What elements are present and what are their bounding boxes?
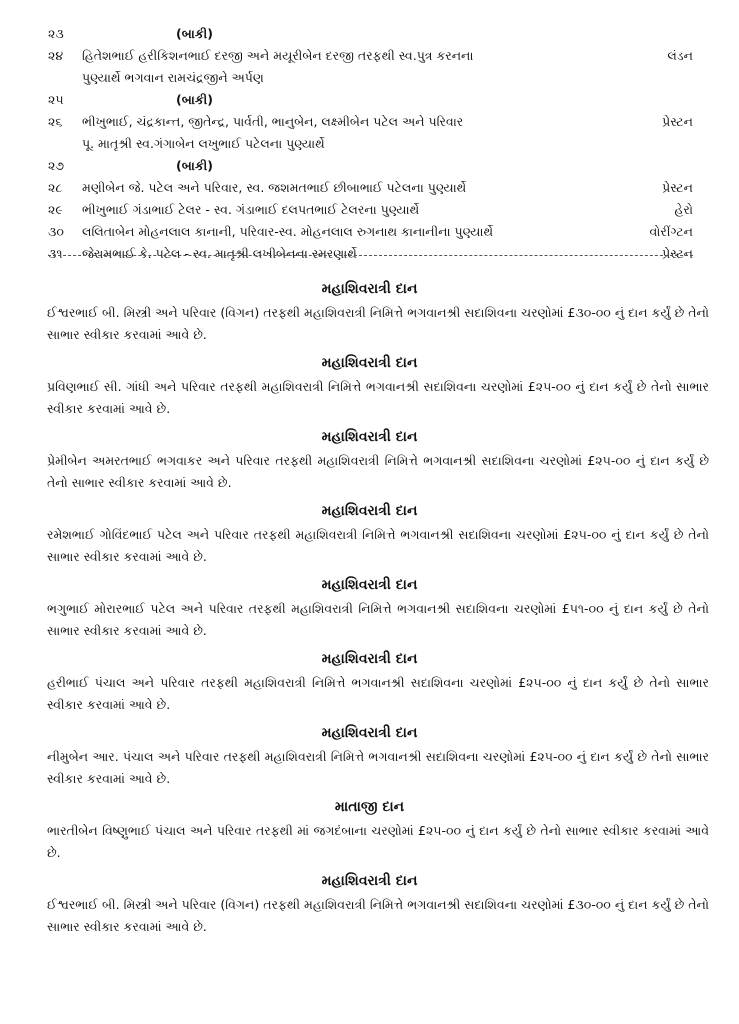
list-row-continuation [48, 133, 693, 155]
list-row [48, 177, 693, 199]
donation-title: મહાશિવરાત્રી દાન [321, 651, 418, 667]
row-number: ૨૩ [48, 26, 64, 41]
row-text: ભીખુભાઈ, ચંદ્રકાન્ત, જીતેન્દ્ર, પાર્વતી, ભાનુબેન, લક્ષ્મીબેન પટેલ અને પરિવાર [82, 114, 464, 129]
donation-title: મહાશિવરાત્રી દાન [321, 725, 418, 741]
row-location: પ્રેસ્ટન [662, 114, 693, 129]
row-number: ૨૪ [48, 48, 64, 63]
row-text: પુણ્યાર્થે ભગવાન રામચંદ્રજીને અર્પણ [82, 70, 264, 85]
donation-title: મહાશિવરાત્રી દાન [321, 577, 418, 593]
donation-title: મહાશિવરાત્રી દાન [321, 429, 418, 445]
donation-text: ભગુભાઈ મોરારભાઈ પટેલ અને પરિવાર તરફથી મહાશિવરાત્રી નિમિત્તે ભગવાનશ્રી સદાશિવના ચરણોમાં £૫૧-૦૦ નું દાન કર્યું છે તેનો સાભાર સ્વીકાર કરવામાં આવે છે. [47, 601, 709, 638]
row-location: હેરો [674, 202, 693, 217]
row-location: વોરીંગ્ટન [649, 224, 693, 239]
list-row [48, 155, 693, 177]
donation-title: મહાશિવરાત્રી દાન [321, 281, 418, 297]
donation-text: પ્રવિણભાઈ સી. ગાંધી અને પરિવાર તરફથી મહાશિવરાત્રી નિમિત્તે ભગવાનશ્રી સદાશિવના ચરણોમાં £૨૫-૦૦ નું દાન કર્યું છે તેનો સાભાર સ્વીકાર કરવામાં આવે છે. [47, 379, 709, 416]
row-number: ૨૯ [48, 202, 63, 217]
donor-list [48, 23, 693, 265]
list-row [48, 221, 693, 243]
list-row [48, 199, 693, 221]
row-number: ૨૬ [48, 114, 63, 129]
row-heading: (બાકી) [176, 158, 213, 173]
donation-block [0, 720, 739, 794]
row-location: લંડન [667, 48, 693, 63]
row-number: ૨૫ [48, 92, 64, 107]
row-text: હિતેશભાઈ હરીકિશનભાઈ દરજી અને મયૂરીબેન દરજી તરફથી સ્વ.પુત્ર કરનના [82, 48, 474, 63]
donation-block [0, 646, 739, 720]
donation-block [0, 868, 739, 942]
donation-block [0, 498, 739, 572]
donation-text: હરીભાઈ પંચાલ અને પરિવાર તરફથી મહાશિવરાત્રી નિમિત્તે ભગવાનશ્રી સદાશિવના ચરણોમાં £૨૫-૦૦ નું દાન કર્યું છે તેનો સાભાર સ્વીકાર કરવામાં આવે છે. [47, 675, 709, 712]
row-text: ભીખુભાઈ ગંડાભાઈ ટેલર - સ્વ. ગંડાભાઈ દલપતભાઈ ટેલરના પુણ્યાર્થે [82, 202, 420, 217]
donation-title: મહાશિવરાત્રી દાન [321, 355, 418, 371]
list-row [48, 23, 693, 45]
donation-block [0, 794, 739, 868]
row-location: પ્રેસ્ટન [662, 180, 693, 195]
donation-notices [0, 276, 739, 942]
donation-text: ઈશ્વરભાઈ બી. મિસ્ત્રી અને પરિવાર (વિગન) તરફથી મહાશિવરાત્રી નિમિત્તે ભગવાનશ્રી સદાશિવના ચરણોમાં £૩૦-૦૦ નું દાન કર્યું છે તેનો સાભાર સ્વીકાર કરવામાં આવે છે. [47, 897, 709, 934]
donation-text: ઈશ્વરભાઈ બી. મિસ્ત્રી અને પરિવાર (વિગન) તરફથી મહાશિવરાત્રી નિમિત્તે ભગવાનશ્રી સદાશિવના ચરણોમાં £૩૦-૦૦ નું દાન કર્યું છે તેનો સાભાર સ્વીકાર કરવામાં આવે છે. [47, 305, 709, 342]
donation-block [0, 276, 739, 350]
row-text: જેરામભાઈ કે. પટેલ - સ્વ. માતૃશ્રી લખીબેનના સ્મરણાર્થે [82, 246, 357, 261]
donation-text: નીમુબેન આર. પંચાલ અને પરિવાર તરફથી મહાશિવરાત્રી નિમિત્તે ભગવાનશ્રી સદાશિવના ચરણોમાં £૨૫-૦૦ નું દાન કર્યું છે તેનો સાભાર સ્વીકાર કરવામાં આવે છે. [47, 749, 709, 786]
row-text: મણીબેન જે. પટેલ અને પરિવાર, સ્વ. જશમતભાઈ છીબાભાઈ પટેલના પુણ્યાર્થે [82, 180, 467, 195]
row-heading: (બાકી) [176, 26, 213, 41]
row-number: ૨૮ [48, 180, 63, 195]
row-number: ૩૧ [48, 246, 63, 261]
donation-block [0, 424, 739, 498]
donation-text: રમેશભાઈ ગોવિંદભાઈ પટેલ અને પરિવાર તરફથી મહાશિવરાત્રી નિમિત્તે ભગવાનશ્રી સદાશિવના ચરણોમાં £૨૫-૦૦ નું દાન કર્યું છે તેનો સાભાર સ્વીકાર કરવામાં આવે છે. [47, 527, 709, 564]
list-row [48, 243, 693, 265]
donation-text: પ્રેમીબેન અમરતભાઈ ભગવાકર અને પરિવાર તરફથી મહાશિવરાત્રી નિમિત્તે ભગવાનશ્રી સદાશિવના ચરણોમાં £૨૫-૦૦ નું દાન કર્યું છે તેનો સાભાર સ્વીકાર કરવામાં આવે છે. [47, 453, 709, 490]
row-text: લલિતાબેન મોહનલાલ કાનાની, પરિવાર-સ્વ. મોહનલાલ રુગનાથ કાનાનીના પુણ્યાર્થે [82, 224, 494, 239]
list-row [48, 89, 693, 111]
row-text: પૂ. માતૃશ્રી સ્વ.ગંગાબેન લખુભાઈ પટેલના પુણ્યાર્થે [82, 136, 325, 151]
row-heading: (બાકી) [176, 92, 213, 107]
list-row-continuation [48, 67, 693, 89]
row-number: ૩૦ [48, 224, 64, 239]
row-number: ૨૭ [48, 158, 65, 173]
donation-block [0, 572, 739, 646]
list-row [48, 45, 693, 67]
dashed-divider [48, 255, 693, 256]
donation-text: ભારતીબેન વિષ્ણુભાઈ પંચાલ અને પરિવાર તરફથી માં જગદંબાના ચરણોમાં £૨૫-૦૦ નું દાન કર્યું છે તેનો સાભાર સ્વીકાર કરવામાં આવે છે. [47, 823, 709, 860]
donation-title: મહાશિવરાત્રી દાન [321, 503, 418, 519]
row-location: પ્રેસ્ટન [662, 246, 693, 261]
donation-title: માતાજી દાન [334, 799, 405, 815]
donation-title: મહાશિવરાત્રી દાન [321, 873, 418, 889]
donation-block [0, 350, 739, 424]
list-row [48, 111, 693, 133]
